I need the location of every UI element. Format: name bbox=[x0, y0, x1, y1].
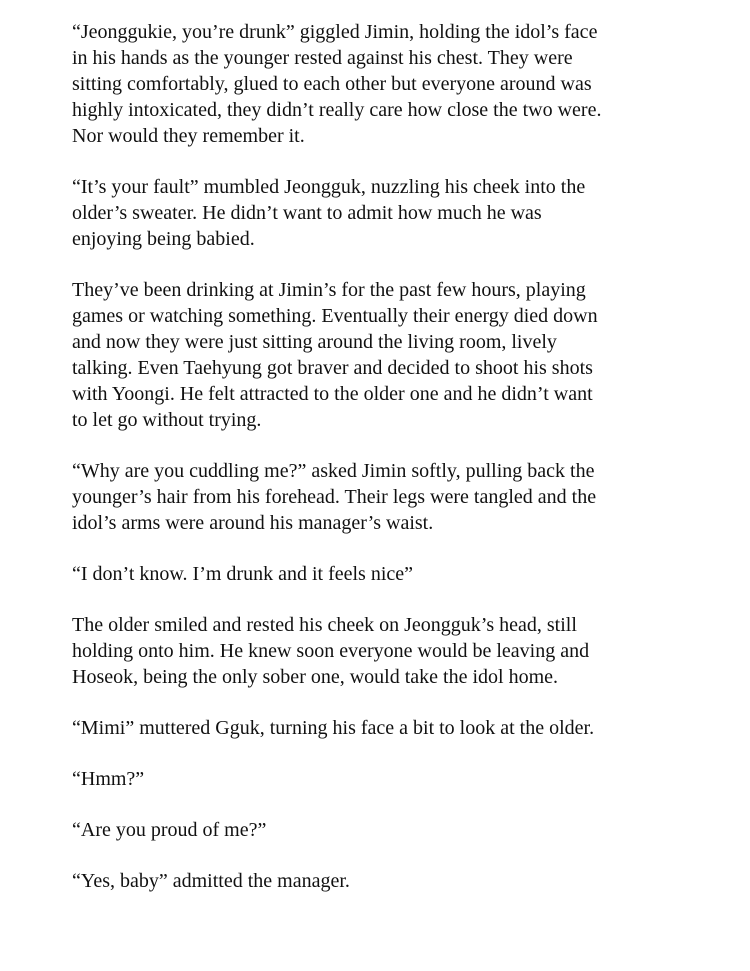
paragraph-5 bbox=[72, 561, 702, 587]
paragraph-8 bbox=[72, 766, 702, 792]
text-line: younger’s hair from his forehead. Their legs were tangled and the bbox=[72, 486, 597, 508]
text-line: Nor would they remember it. bbox=[72, 125, 305, 147]
text-line: talking. Even Taehyung got braver and decided to shoot his shots bbox=[72, 357, 593, 379]
text-line: “Hmm?” bbox=[72, 768, 145, 790]
text-line: “Mimi” muttered Gguk, turning his face a bit to look at the older. bbox=[72, 717, 595, 739]
text-line: games or watching something. Eventually their energy died down bbox=[72, 305, 598, 327]
paragraph-2 bbox=[72, 174, 702, 252]
text-line: idol’s arms were around his manager’s waist. bbox=[72, 512, 434, 534]
text-line: older’s sweater. He didn’t want to admit how much he was bbox=[72, 202, 542, 224]
text-line: “Jeonggukie, you’re drunk” giggled Jimin, holding the idol’s face bbox=[72, 21, 598, 43]
paragraph-3 bbox=[72, 277, 702, 433]
text-line: highly intoxicated, they didn’t really care how close the two were. bbox=[72, 99, 602, 121]
text-line: holding onto him. He knew soon everyone would be leaving and bbox=[72, 640, 590, 662]
paragraph-9 bbox=[72, 817, 702, 843]
text-line: with Yoongi. He felt attracted to the older one and he didn’t want bbox=[72, 383, 593, 405]
paragraph-6 bbox=[72, 612, 702, 690]
text-line: “Why are you cuddling me?” asked Jimin softly, pulling back the bbox=[72, 460, 595, 482]
paragraph-10 bbox=[72, 868, 702, 894]
text-line: in his hands as the younger rested against his chest. They were bbox=[72, 47, 573, 69]
text-line: The older smiled and rested his cheek on Jeongguk’s head, still bbox=[72, 614, 577, 636]
text-line: “It’s your fault” mumbled Jeongguk, nuzzling his cheek into the bbox=[72, 176, 586, 198]
paragraph-4 bbox=[72, 458, 702, 536]
text-line: “I don’t know. I’m drunk and it feels nice” bbox=[72, 563, 414, 585]
text-line: and now they were just sitting around the living room, lively bbox=[72, 331, 557, 353]
paragraph-1 bbox=[72, 19, 702, 149]
text-line: enjoying being babied. bbox=[72, 228, 255, 250]
text-line: sitting comfortably, glued to each other but everyone around was bbox=[72, 73, 592, 95]
text-line: “Yes, baby” admitted the manager. bbox=[72, 870, 350, 892]
text-line: Hoseok, being the only sober one, would take the idol home. bbox=[72, 666, 559, 688]
text-line: They’ve been drinking at Jimin’s for the past few hours, playing bbox=[72, 279, 586, 301]
paragraph-7 bbox=[72, 715, 702, 741]
text-line: “Are you proud of me?” bbox=[72, 819, 267, 841]
text-line: to let go without trying. bbox=[72, 409, 262, 431]
